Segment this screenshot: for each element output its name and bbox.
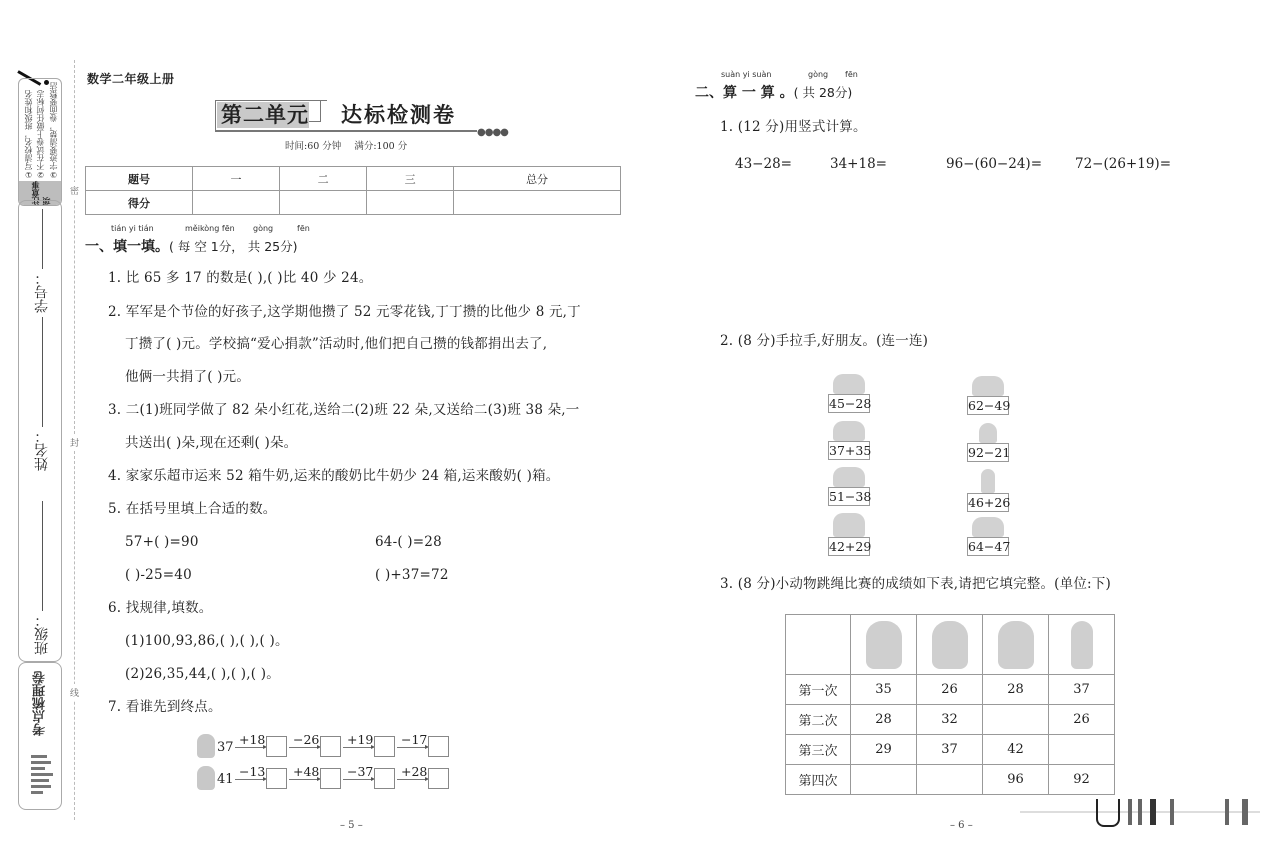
question-2-line-1: 2. 军军是个节俭的好孩子,这学期他攒了 52 元零花钱,丁丁攒的比他少 8 元,丁: [108, 304, 581, 320]
page-number-left: – 5 –: [340, 820, 363, 831]
table-question: 3. (8 分)小动物跳绳比赛的成绩如下表,请把它填完整。(单位:下): [720, 576, 1111, 592]
score-cell[interactable]: [280, 191, 367, 215]
notice-item: ②不在试卷上做任何标志: [36, 90, 46, 179]
question-7: 7. 看谁先到终点。: [108, 699, 222, 715]
question-1: 1. 比 65 多 17 的数是( ),( )比 40 少 24。: [108, 270, 373, 286]
match-card[interactable]: 37+35: [828, 421, 870, 460]
exam-meta: [285, 138, 407, 152]
answer-box[interactable]: [320, 768, 341, 789]
blank-cell[interactable]: [917, 765, 983, 795]
match-card[interactable]: 62−49: [967, 376, 1009, 415]
match-card[interactable]: 51−38: [828, 467, 870, 506]
arrow-right-icon: [343, 779, 373, 780]
page-number-right: – 6 –: [950, 820, 973, 831]
guide-box: [18, 662, 62, 810]
binding-strip: [14, 66, 66, 816]
match-card[interactable]: 64−47: [967, 517, 1009, 556]
answer-box[interactable]: [428, 736, 449, 757]
cut-char: 线: [70, 684, 79, 701]
table-row: 第三次 29 37 42: [786, 735, 1115, 765]
fill-blank-item[interactable]: 57+( )=90: [125, 534, 199, 550]
elephant-icon: [197, 734, 215, 758]
sequence-item[interactable]: (1)100,93,86,( ),( ),( )。: [125, 633, 289, 649]
fill-blank-item[interactable]: ( )+37=72: [375, 567, 449, 583]
time-limit: 时间:60 分钟: [285, 141, 342, 152]
class-write-line: [42, 501, 43, 611]
calf-icon: [998, 621, 1034, 669]
cut-char: 封: [70, 434, 79, 451]
section-subtitle: ( 每 空 1分， 共 25分): [169, 239, 298, 254]
vertical-calc-row: [725, 156, 1175, 176]
unit-title: [215, 100, 508, 138]
question-4: 4. 家家乐超市运来 52 箱牛奶,运来的酸奶比牛奶少 24 箱,运来酸奶( )箱。: [108, 468, 560, 484]
answer-box[interactable]: [428, 768, 449, 789]
section-title: 算 一 算 。: [723, 85, 794, 101]
arrow-right-icon: [397, 779, 427, 780]
match-card[interactable]: 42+29: [828, 513, 870, 556]
notice-item: ③字迹要清楚，卷面要整洁: [49, 82, 59, 179]
match-card[interactable]: 45−28: [828, 374, 870, 413]
score-cell[interactable]: [193, 191, 280, 215]
notice-box: [18, 78, 62, 206]
score-table-row: 得分: [86, 191, 621, 215]
dinosaur-icon: [197, 766, 215, 790]
rabbit-icon: [1071, 621, 1093, 669]
question-2-line-2: 丁攒了( )元。学校搞“爱心捐款”活动时,他们把自己攒的钱都捐出去了,: [125, 336, 548, 352]
fox-icon: [972, 376, 1004, 396]
cows-icon: [833, 421, 865, 441]
books-icon: [27, 751, 55, 803]
calc-item[interactable]: 96−(60−24)=: [946, 156, 1043, 172]
question-2-line-3: 他俩一共捐了( )元。: [125, 369, 251, 385]
unit-name: 达标检测卷: [341, 102, 456, 127]
dots-decoration: ●●●●: [477, 127, 508, 138]
student-info-box: [18, 200, 62, 662]
question-3-line-1: 3. 二(1)班同学做了 82 朵小红花,送给二(2)班 22 朵,又送给二(3)班 38 朵,一: [108, 402, 580, 418]
arrow-right-icon: [289, 747, 319, 748]
answer-box[interactable]: [374, 768, 395, 789]
class-field[interactable]: 班级：: [33, 501, 51, 655]
arrow-right-icon: [235, 747, 265, 748]
score-cell[interactable]: [454, 191, 621, 215]
calc-item[interactable]: 43−28=: [735, 156, 792, 172]
question-3-line-2: 共送出( )朵,现在还剩( )朵。: [125, 435, 298, 451]
match-question: 2. (8 分)手拉手,好朋友。(连一连): [720, 333, 929, 349]
answer-box[interactable]: [320, 736, 341, 757]
answer-box[interactable]: [266, 768, 287, 789]
monkey-icon: [866, 621, 902, 669]
snake-icon: [981, 469, 995, 493]
match-card[interactable]: 92−21: [967, 423, 1009, 462]
blank-cell[interactable]: [851, 765, 917, 795]
turtle-icon: [972, 517, 1004, 537]
fill-blank-item[interactable]: 64-( )=28: [375, 534, 442, 550]
elephant-icon: [833, 467, 865, 487]
section-title: 填一填。: [113, 239, 169, 255]
guide-label: 考点梳理卷: [33, 671, 48, 736]
table-row: 第二次 28 32 26: [786, 705, 1115, 735]
id-write-line: [42, 209, 43, 269]
student-id-field[interactable]: 学号：: [33, 209, 51, 313]
section-subtitle: ( 共 28分): [793, 85, 853, 100]
blank-cell[interactable]: [983, 705, 1049, 735]
book-title: 数学二年级上册: [87, 72, 175, 86]
answer-box[interactable]: [374, 736, 395, 757]
answer-box[interactable]: [266, 736, 287, 757]
calc-item[interactable]: 72−(26+19)=: [1075, 156, 1172, 172]
giraffe-icon: [833, 513, 865, 537]
arrow-right-icon: [397, 747, 427, 748]
sequence-item[interactable]: (2)26,35,44,( ),( ),( )。: [125, 666, 280, 682]
name-write-line: [42, 317, 43, 427]
calc-item[interactable]: 34+18=: [830, 156, 887, 172]
calc-question-1: 1. (12 分)用竖式计算。: [720, 119, 867, 135]
race-row: 41 −13 +48 −37 +28: [197, 764, 467, 792]
fill-blank-item[interactable]: ( )-25=40: [125, 567, 192, 583]
question-5: 5. 在括号里填上合适的数。: [108, 501, 277, 517]
mouse-icon: [932, 621, 968, 669]
arrow-right-icon: [289, 779, 319, 780]
jump-rope-table: [785, 614, 1115, 795]
table-row: 第四次 96 92: [786, 765, 1115, 795]
score-table-header: 题号 一 二 三 总分: [86, 167, 621, 191]
cow-icon: [833, 374, 865, 394]
notice-tag: 注意事项: [31, 181, 51, 205]
dog-icon: [979, 423, 997, 443]
match-card[interactable]: 46+26: [967, 469, 1009, 512]
table-row: 第一次 35 26 28 37: [786, 675, 1115, 705]
score-table: [85, 166, 621, 215]
question-6: 6. 找规律,填数。: [108, 600, 213, 616]
blank-cell[interactable]: [1049, 735, 1115, 765]
full-score: 满分:100 分: [354, 141, 408, 152]
race-row: 37 +18 −26 +19 −17: [197, 732, 467, 760]
watermark-decoration: [1020, 795, 1260, 829]
notice-item: ①写清校名，班级和姓名: [23, 90, 33, 179]
score-cell[interactable]: [367, 191, 454, 215]
arrow-right-icon: [235, 779, 265, 780]
exclamation-pen-icon: [18, 66, 52, 78]
cut-char: 密: [70, 182, 79, 199]
unit-badge: 第二单元: [217, 102, 309, 128]
name-field[interactable]: 姓名：: [33, 317, 51, 471]
arrow-right-icon: [343, 747, 373, 748]
